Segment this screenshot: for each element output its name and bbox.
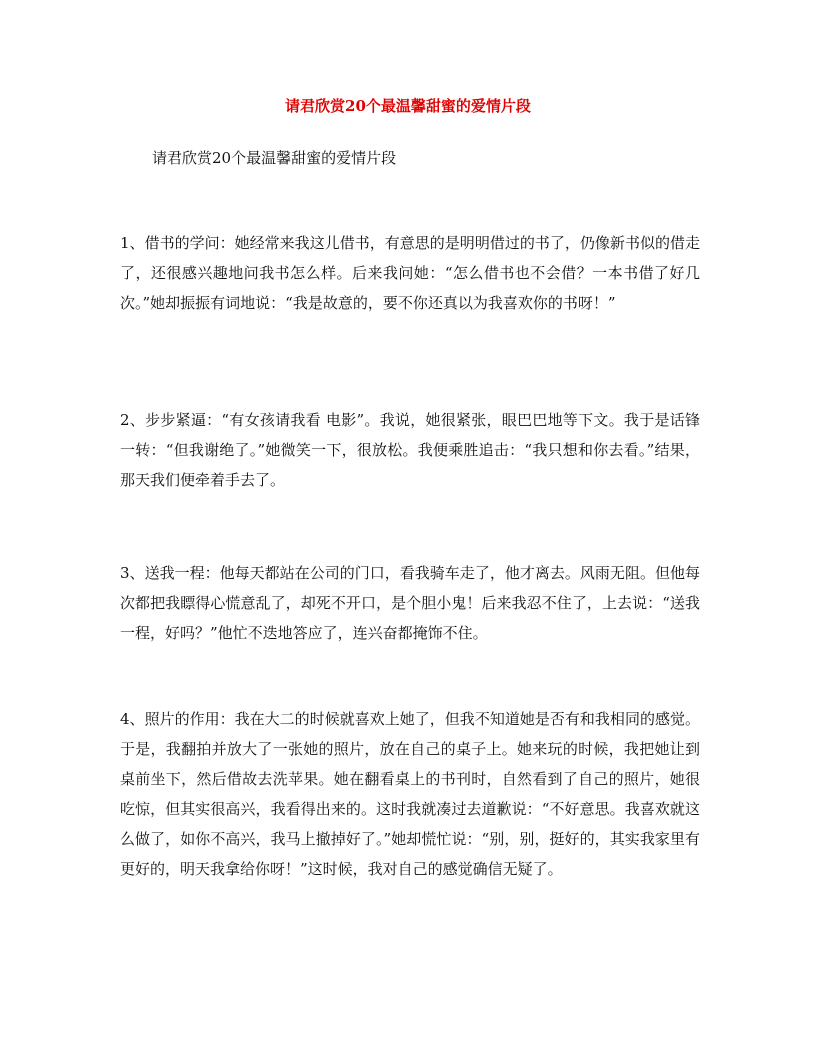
paragraph-1: 1、借书的学问：她经常来我这儿借书，有意思的是明明借过的书了，仍像新书似的借走了，还很感兴趣地问我书怎么样。后来我问她：“怎么借书也不会借？一本书借了好几次。”她却振振有词地说：“我是故意的，要不你还真以为我喜欢你的书呀！” [120, 234, 700, 312]
paragraph-2: 2、步步紧逼：“有女孩请我看 电影”。我说，她很紧张，眼巴巴地等下文。我于是话锋一转：“但我谢绝了。”她微笑一下，很放松。我便乘胜追击：“我只想和你去看。”结果，那天我们便牵着手去了。 [120, 411, 700, 489]
document-subtitle: 请君欣赏20个最温馨甜蜜的爱情片段 [152, 149, 397, 167]
paragraph-4: 4、照片的作用：我在大二的时候就喜欢上她了，但我不知道她是否有和我相同的感觉。于是，我翻拍并放大了一张她的照片，放在自己的桌子上。她来玩的时候，我把她让到桌前坐下，然后借故去洗苹果。她在翻看桌上的书刊时，自然看到了自己的照片，她很吃惊，但其实很高兴，我看得出来的。这时我就凑过去道歉说：“不好意思。我喜欢就这么做了，如你不高兴，我马上撤掉好了。”她却慌忙说：“别，别，挺好的，其实我家里有更好的，明天我拿给你呀！”这时候，我对自己的感觉确信无疑了。 [120, 710, 700, 878]
document-title: 请君欣赏20个最温馨甜蜜的爱情片段 [285, 97, 531, 115]
paragraph-3: 3、送我一程：他每天都站在公司的门口，看我骑车走了，他才离去。风雨无阻。但他每次都把我瞟得心慌意乱了，却死不开口，是个胆小鬼！后来我忍不住了，上去说：“送我一程，好吗？”他忙不迭地答应了，连兴奋都掩饰不住。 [120, 564, 700, 642]
